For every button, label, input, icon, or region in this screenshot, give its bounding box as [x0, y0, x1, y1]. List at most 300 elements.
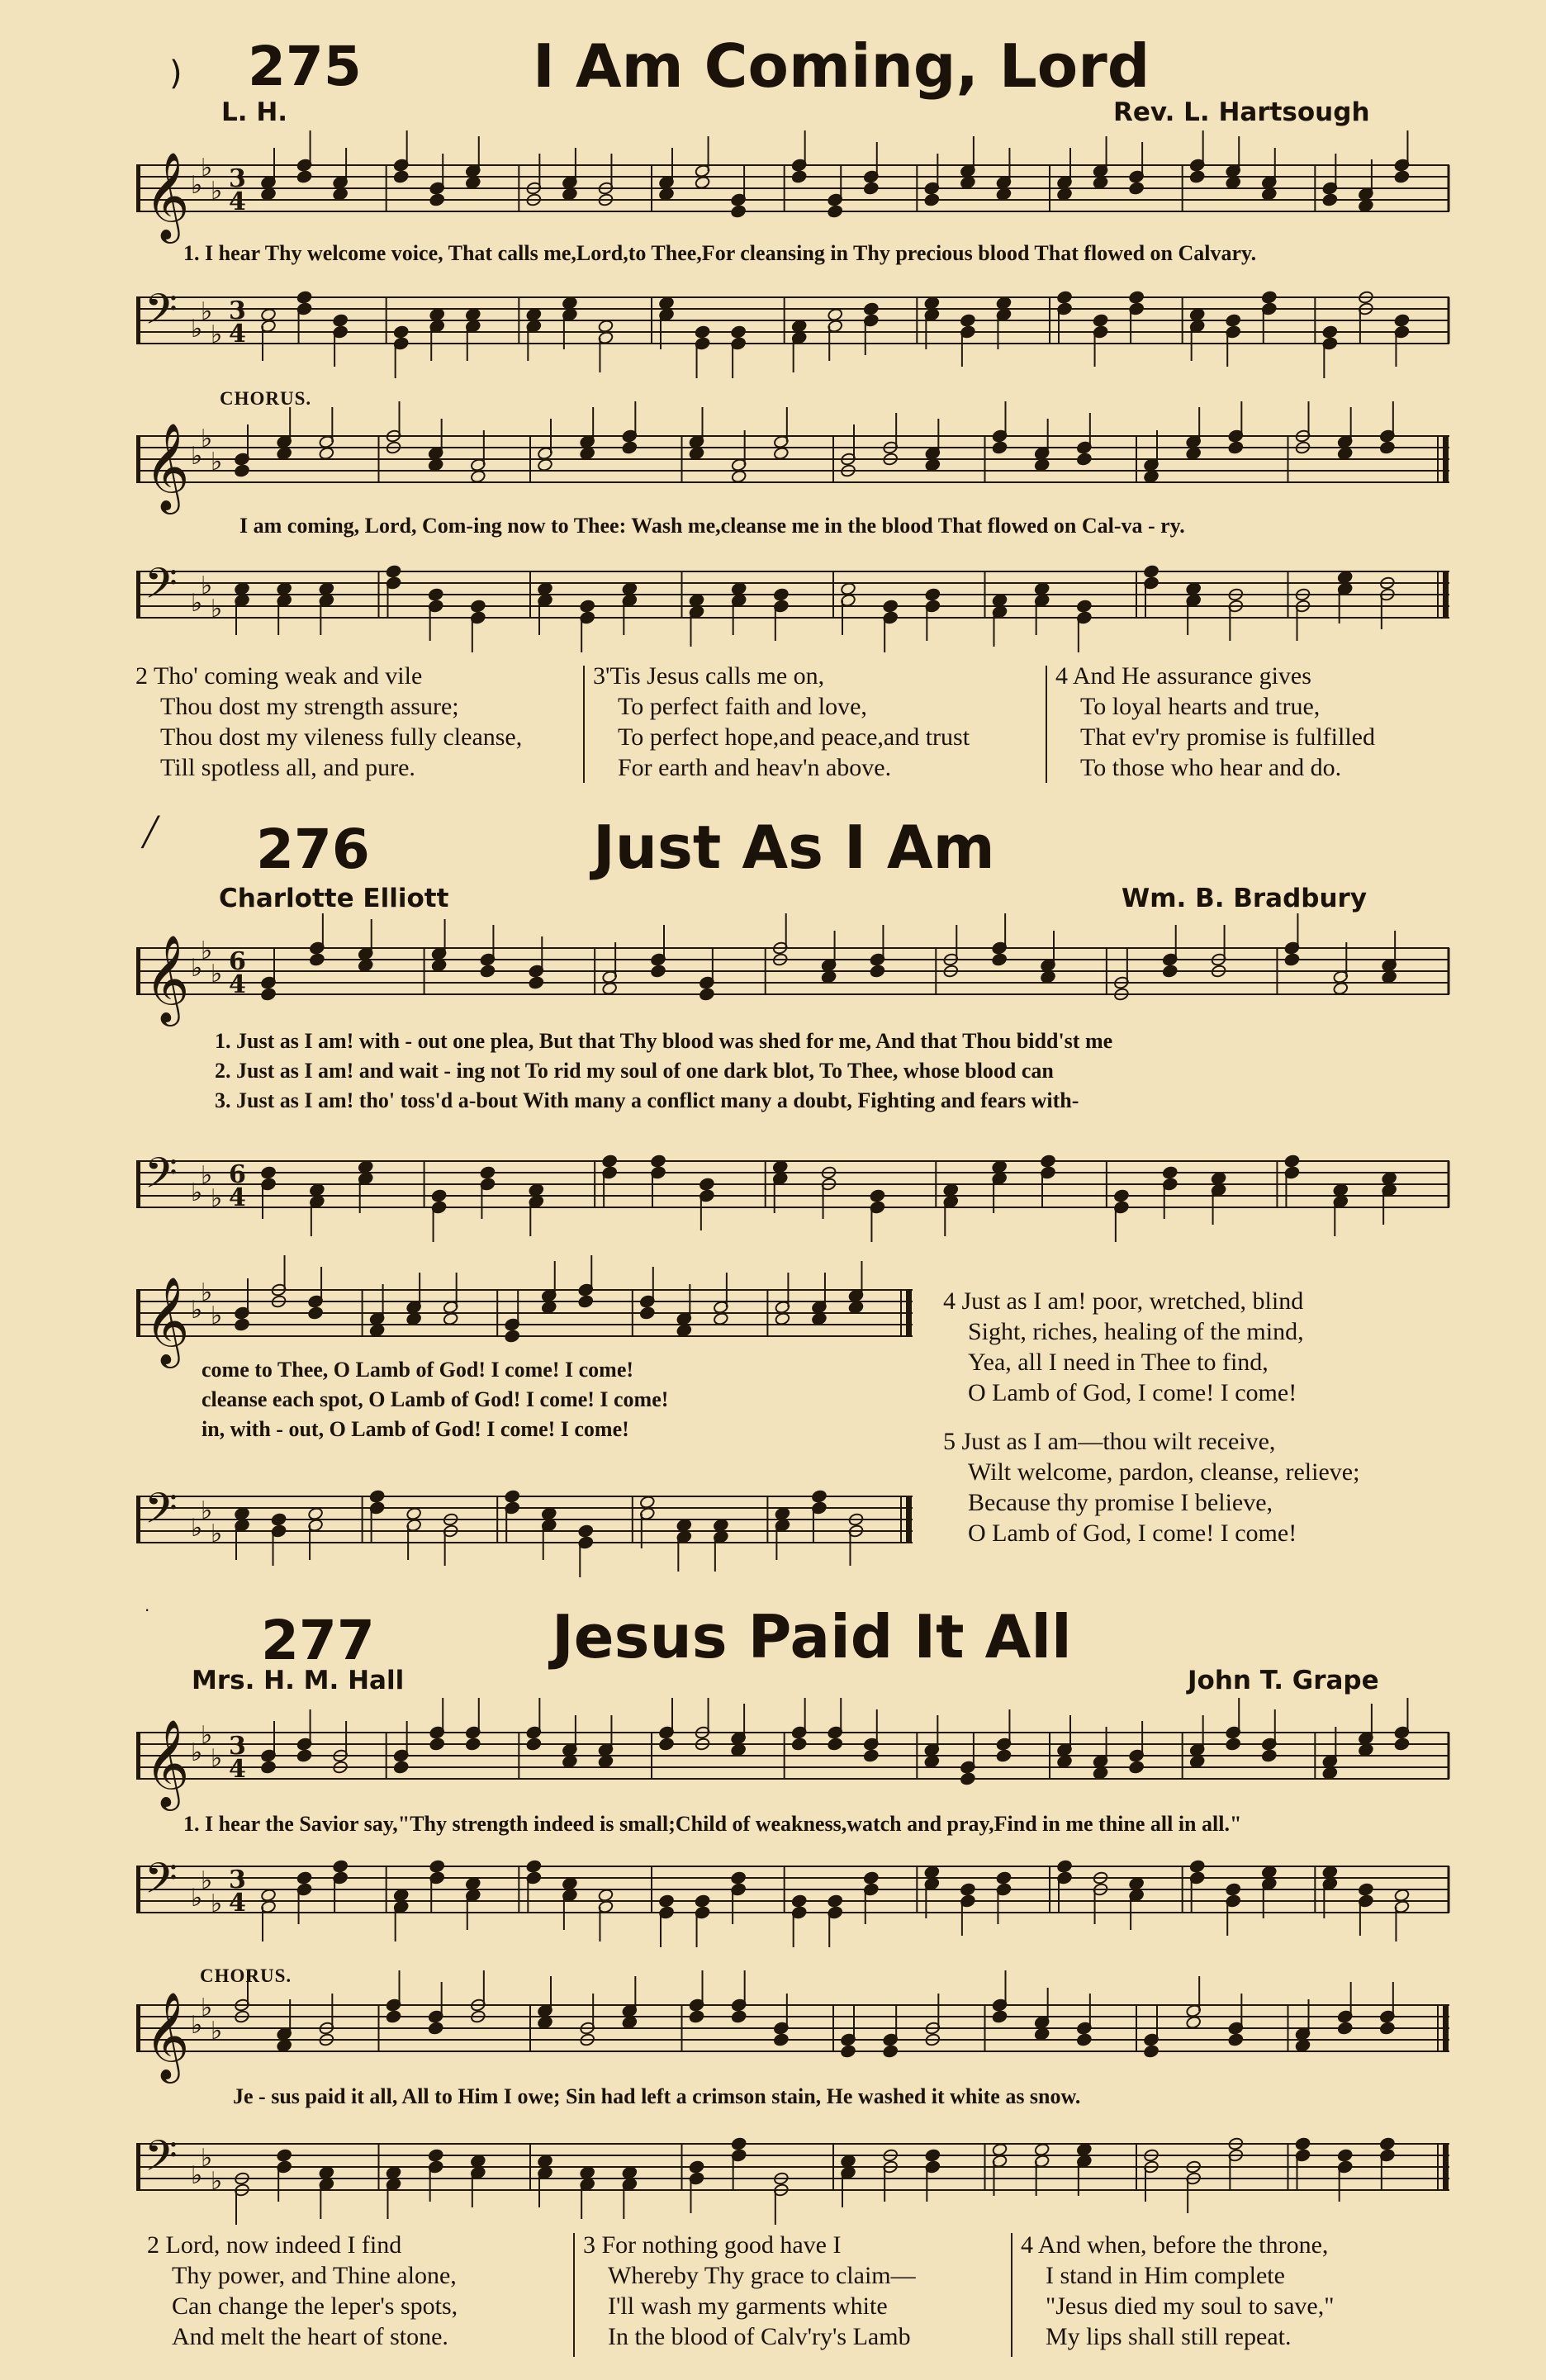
note-head	[1322, 1866, 1338, 1880]
note-head	[1226, 314, 1241, 328]
note-head	[1358, 199, 1373, 213]
note-head	[465, 308, 481, 322]
time-signature: 3	[229, 164, 246, 193]
flat-sign: ♭	[191, 1738, 203, 1767]
note-head	[863, 302, 879, 316]
hymn-number: 277	[261, 1609, 375, 1672]
stanza-2: 2 Tho' coming weak and vile Thou dost my strength assure; Thou dost my vileness fully cleanse, Till spotless all, and pure.	[135, 662, 523, 781]
note-head	[1284, 953, 1300, 967]
note-head	[369, 1490, 385, 1504]
bass-clef: 𝄢	[145, 1483, 178, 1543]
note-head	[1076, 2033, 1092, 2047]
system-bracket	[136, 297, 140, 344]
note-head	[260, 187, 276, 201]
flat-sign: ♭	[201, 297, 213, 326]
note-head	[992, 2143, 1008, 2157]
note-head	[580, 2166, 595, 2180]
note-head	[580, 600, 595, 614]
note-head	[828, 1738, 843, 1752]
note-head	[1040, 970, 1055, 984]
note-head	[429, 1860, 445, 1874]
note-head	[333, 1860, 349, 1874]
flat-sign: ♭	[201, 1721, 213, 1750]
note-head	[1295, 2039, 1311, 2053]
stanza-4: 4 Just as I am! poor, wretched, blind Sight, riches, healing of the mind, Yea, all I need in Thee to find, O Lamb of God, I come! I come!	[943, 1287, 1304, 1406]
note-head	[1382, 1172, 1397, 1186]
note-head	[537, 582, 552, 596]
note-head	[393, 170, 409, 184]
time-signature: 4	[229, 970, 246, 999]
note-head	[992, 441, 1008, 455]
note-head	[689, 2010, 704, 2024]
flat-sign: ♭	[201, 1866, 213, 1895]
note-head	[848, 1301, 864, 1315]
final-bar	[1443, 436, 1449, 482]
time-signature: 4	[229, 187, 246, 216]
hymn-title: I Am Coming, Lord	[533, 31, 1150, 101]
note-head	[296, 170, 312, 184]
hymn-author: Charlotte Elliott	[219, 884, 449, 913]
flat-sign: ♭	[211, 1301, 223, 1330]
note-head	[1040, 1154, 1055, 1169]
flat-sign: ♭	[211, 1889, 223, 1918]
note-head	[1143, 2045, 1159, 2059]
flat-sign: ♭	[211, 1744, 223, 1773]
note-head	[598, 320, 614, 334]
note-head	[1379, 2022, 1395, 2036]
note-head	[580, 447, 595, 461]
hymn-title: Jesus Paid It All	[552, 1602, 1072, 1671]
note-head	[1189, 308, 1205, 322]
note-head	[925, 2149, 941, 2163]
note-head	[1186, 2016, 1202, 2030]
note-head	[1093, 314, 1108, 328]
note-head	[863, 1871, 879, 1885]
note-head	[277, 582, 292, 596]
final-bar	[906, 1290, 912, 1336]
note-head	[307, 1306, 323, 1320]
note-head	[470, 470, 486, 484]
system-bracket	[136, 2005, 140, 2051]
final-bar	[1443, 2005, 1449, 2051]
note-head	[431, 1189, 447, 1203]
note-head	[406, 1312, 422, 1326]
flat-sign: ♭	[211, 320, 223, 349]
note-head	[1322, 325, 1338, 339]
note-head	[578, 1295, 594, 1309]
note-head	[465, 1738, 481, 1752]
time-signature: 6	[229, 947, 246, 976]
note-head	[1076, 2143, 1092, 2157]
flat-sign: ♭	[191, 442, 203, 471]
note-head	[1284, 1154, 1300, 1169]
flat-sign: ♭	[201, 571, 213, 600]
note-head	[386, 565, 401, 579]
note-head	[480, 965, 496, 979]
note-head	[821, 970, 837, 984]
note-head	[333, 187, 349, 201]
note-head	[731, 2137, 747, 2151]
margin-mark: )	[169, 55, 183, 92]
note-head	[296, 291, 312, 305]
note-head	[260, 1889, 276, 1903]
treble-clef: 𝄞	[145, 934, 190, 1022]
note-head	[996, 296, 1012, 311]
note-head	[1129, 1877, 1145, 1891]
note-head	[1337, 2022, 1353, 2036]
note-head	[1322, 1766, 1338, 1780]
system-bracket	[136, 1496, 140, 1543]
note-head	[960, 1883, 975, 1897]
note-head	[480, 1166, 496, 1180]
note-head	[992, 2010, 1008, 2024]
note-head	[924, 193, 940, 207]
note-head	[870, 1189, 885, 1203]
note-head	[369, 1324, 385, 1338]
note-head	[773, 2033, 789, 2047]
note-head	[960, 176, 975, 190]
note-head	[1261, 187, 1277, 201]
note-head	[333, 314, 349, 328]
note-head	[622, 2166, 638, 2180]
note-head	[996, 1749, 1012, 1763]
note-head	[1186, 582, 1202, 596]
note-head	[429, 1738, 445, 1752]
treble-staff	[136, 1708, 1449, 1807]
note-head	[791, 1894, 807, 1908]
note-head	[526, 1738, 542, 1752]
note-head	[1093, 176, 1108, 190]
margin-mark: ·	[145, 1600, 150, 1620]
note-head	[428, 2149, 443, 2163]
note-head	[598, 1889, 614, 1903]
note-head	[639, 1306, 655, 1320]
note-head	[1129, 291, 1145, 305]
note-head	[713, 1519, 728, 1533]
bass-staff	[136, 1472, 913, 1562]
flat-sign: ♭	[211, 960, 223, 989]
note-head	[1129, 1761, 1145, 1775]
stanza-4: 4 And He assurance gives To loyal hearts and true, That ev'ry promise is fulfilled To those who hear and do.	[1055, 662, 1375, 781]
note-head	[541, 1507, 557, 1521]
note-head	[731, 1743, 747, 1757]
note-head	[695, 325, 710, 339]
note-head	[578, 1524, 594, 1538]
treble-clef: 𝄞	[145, 1276, 190, 1364]
treble-clef: 𝄞	[145, 1991, 190, 2079]
note-head	[406, 1507, 422, 1521]
flat-sign: ♭	[211, 595, 223, 623]
note-head	[1228, 441, 1244, 455]
note-head	[863, 182, 879, 196]
note-head	[562, 296, 577, 311]
note-head	[731, 1871, 747, 1885]
stanza-4: 4 And when, before the throne, I stand in Him complete "Jesus died my soul to save," My lips shall still repeat.	[1021, 2231, 1335, 2350]
note-head	[277, 2039, 292, 2053]
bass-clef: 𝄢	[145, 1148, 178, 1208]
final-bar	[906, 1496, 912, 1543]
note-head	[1358, 1743, 1373, 1757]
note-head	[309, 1183, 325, 1197]
flat-sign: ♭	[191, 1296, 203, 1325]
note-head	[689, 447, 704, 461]
note-head	[1261, 1866, 1277, 1880]
note-head	[260, 308, 276, 322]
note-head	[1189, 1860, 1205, 1874]
note-head	[1211, 1172, 1226, 1186]
system-bracket	[136, 1290, 140, 1336]
flat-sign: ♭	[191, 954, 203, 983]
note-head	[689, 594, 704, 608]
note-head	[393, 1761, 409, 1775]
note-head	[1261, 291, 1277, 305]
flat-sign: ♭	[191, 1514, 203, 1543]
note-head	[1186, 447, 1202, 461]
note-head	[992, 594, 1008, 608]
note-head	[1113, 1189, 1129, 1203]
note-head	[1143, 470, 1159, 484]
system-bracket	[136, 165, 140, 211]
note-head	[622, 2016, 638, 2030]
chorus-lyric-line: Je - sus paid it all, All to Him I owe; Sin had left a crimson stain, He washed it white as snow.	[233, 2084, 1081, 2108]
note-head	[428, 2022, 443, 2036]
note-head	[234, 1507, 249, 1521]
note-head	[658, 296, 674, 311]
note-head	[658, 187, 674, 201]
flat-sign: ♭	[201, 1278, 213, 1307]
note-head	[307, 1507, 323, 1521]
time-signature: 6	[229, 1160, 246, 1189]
stanza-3: 3'Tis Jesus calls me on, To perfect faith and love, To perfect hope,and peace,and trust For earth and heav'n above.	[593, 662, 970, 781]
note-head	[658, 1738, 674, 1752]
verse-lyric-line: 3. Just as I am! tho' toss'd a-bout With many a conflict many a doubt, Fighting and fears with-	[215, 1088, 1079, 1112]
time-signature: 3	[229, 296, 246, 325]
bass-staff	[136, 547, 1449, 638]
hymn-author: L. H.	[221, 97, 288, 127]
note-head	[1143, 565, 1159, 579]
note-head	[883, 600, 899, 614]
note-head	[713, 1312, 728, 1326]
note-head	[429, 308, 445, 322]
flat-sign: ♭	[191, 171, 203, 200]
note-head	[260, 1761, 276, 1775]
note-head	[562, 1755, 577, 1769]
note-head	[386, 2166, 401, 2180]
system-bracket	[136, 1161, 140, 1207]
stanza-2: 2 Lord, now indeed I find Thy power, and Thine alone, Can change the leper's spots, And melt the heart of stone.	[147, 2231, 458, 2350]
note-head	[992, 1160, 1008, 1174]
stanza-divider	[1011, 2233, 1012, 2357]
verse-lyric-line: 1. Just as I am! with - out one plea, But that Thy blood was shed for me, And that Thou bidd'st me	[215, 1029, 1113, 1053]
note-head	[772, 1160, 788, 1174]
note-head	[1093, 1766, 1108, 1780]
note-head	[828, 1894, 843, 1908]
refrain-lyric-line: in, with - out, O Lamb of God! I come! I come!	[202, 1417, 629, 1441]
note-head	[622, 582, 638, 596]
note-head	[529, 1183, 544, 1197]
note-head	[775, 1312, 790, 1326]
note-head	[260, 1166, 276, 1180]
treble-clef: 𝄞	[145, 1719, 190, 1807]
note-head	[1394, 314, 1410, 328]
bass-staff	[136, 2119, 1449, 2210]
note-head	[1129, 182, 1145, 196]
note-head	[791, 320, 807, 334]
note-head	[996, 1871, 1012, 1885]
note-head	[689, 2160, 704, 2174]
bass-clef: 𝄢	[145, 2131, 178, 2191]
note-head	[1226, 1883, 1241, 1897]
note-head	[319, 2166, 334, 2180]
hymn-composer: Rev. L. Hartsough	[1113, 97, 1370, 127]
stanza-3: 3 For nothing good have I Whereby Thy grace to claim— I'll wash my garments white In the blood of Calv'ry's Lamb	[583, 2231, 916, 2350]
note-head	[811, 1312, 827, 1326]
time-signature: 3	[229, 1866, 246, 1894]
flat-sign: ♭	[211, 448, 223, 476]
time-signature: 3	[229, 1732, 246, 1761]
note-head	[465, 176, 481, 190]
note-head	[658, 1894, 674, 1908]
note-head	[883, 2045, 899, 2059]
note-head	[1076, 453, 1092, 467]
note-head	[386, 2010, 401, 2024]
treble-clef: 𝄞	[145, 151, 190, 239]
note-head	[1162, 965, 1178, 979]
note-head	[1382, 970, 1397, 984]
flat-sign: ♭	[191, 1178, 203, 1207]
note-head	[1076, 600, 1092, 614]
stanza-divider	[1046, 666, 1047, 783]
note-head	[1394, 1889, 1410, 1903]
chorus-label: CHORUS.	[220, 388, 312, 409]
note-head	[393, 1889, 409, 1903]
stanza-divider	[583, 666, 585, 783]
note-head	[775, 1507, 790, 1521]
note-head	[602, 1154, 618, 1169]
note-head	[260, 988, 276, 1002]
note-head	[602, 982, 618, 996]
system-bracket	[136, 2144, 140, 2190]
note-head	[960, 1772, 975, 1786]
note-head	[431, 959, 447, 973]
flat-sign: ♭	[211, 1520, 223, 1548]
note-head	[1226, 1738, 1241, 1752]
note-head	[773, 588, 789, 602]
note-head	[234, 1318, 249, 1332]
flat-sign: ♭	[191, 1884, 203, 1913]
hymn-composer: Wm. B. Bradbury	[1122, 884, 1368, 913]
note-head	[1358, 1883, 1373, 1897]
bass-clef: 𝄢	[145, 558, 178, 619]
note-head	[1379, 2137, 1395, 2151]
note-head	[1333, 982, 1349, 996]
note-head	[699, 988, 714, 1002]
note-head	[943, 1183, 959, 1197]
note-head	[731, 2010, 747, 2024]
flat-sign: ♭	[211, 177, 223, 206]
note-head	[925, 588, 941, 602]
note-head	[731, 325, 747, 339]
note-head	[271, 1513, 287, 1527]
flat-sign: ♭	[201, 2144, 213, 2173]
note-head	[358, 1160, 373, 1174]
bass-staff	[136, 1136, 1449, 1227]
chorus-label: CHORUS.	[200, 1965, 292, 1986]
note-head	[234, 582, 249, 596]
flat-sign: ♭	[201, 424, 213, 453]
hymn-composer: John T. Grape	[1188, 1666, 1379, 1695]
flat-sign: ♭	[191, 2011, 203, 2040]
note-head	[296, 1749, 312, 1763]
flat-sign: ♭	[191, 2161, 203, 2190]
note-head	[358, 959, 373, 973]
bass-staff	[136, 1842, 1449, 1932]
verse-lyric-line: 1. I hear the Savior say,"Thy strength indeed is small;Child of weakness,watch and pray,Find in me thine all in all."	[183, 1812, 1242, 1836]
flat-sign: ♭	[201, 1496, 213, 1525]
note-head	[731, 470, 747, 484]
flat-sign: ♭	[201, 154, 213, 183]
time-signature: 4	[229, 1755, 246, 1784]
note-head	[731, 582, 747, 596]
note-head	[296, 1871, 312, 1885]
note-head	[924, 296, 940, 311]
treble-staff	[136, 1980, 1449, 2079]
time-signature: 4	[229, 320, 246, 348]
note-head	[1394, 170, 1410, 184]
note-head	[428, 458, 443, 472]
note-head	[505, 1490, 520, 1504]
bass-clef: 𝄢	[145, 1853, 178, 1913]
note-head	[731, 205, 747, 219]
note-head	[924, 1866, 940, 1880]
note-head	[1394, 1738, 1410, 1752]
note-head	[319, 582, 334, 596]
note-head	[598, 1755, 614, 1769]
hymn-author: Mrs. H. M. Hall	[192, 1666, 405, 1695]
system-bracket	[136, 1733, 140, 1779]
note-head	[562, 1877, 577, 1891]
note-head	[828, 308, 843, 322]
note-head	[309, 953, 325, 967]
note-head	[537, 458, 552, 472]
note-head	[1189, 1755, 1205, 1769]
flat-sign: ♭	[191, 315, 203, 344]
note-head	[1034, 458, 1050, 472]
note-head	[925, 458, 941, 472]
note-head	[562, 187, 577, 201]
note-head	[996, 187, 1012, 201]
treble-staff	[136, 923, 1449, 1022]
note-head	[537, 2016, 552, 2030]
note-head	[529, 976, 544, 990]
note-head	[699, 1178, 714, 1192]
note-head	[1261, 1749, 1277, 1763]
time-signature: 4	[229, 1889, 246, 1918]
note-head	[1162, 1166, 1178, 1180]
stanza-divider	[573, 2233, 575, 2357]
note-head	[924, 1755, 940, 1769]
note-head	[541, 1301, 557, 1315]
note-head	[1379, 441, 1395, 455]
note-head	[526, 308, 542, 322]
note-head	[1228, 2033, 1244, 2047]
note-head	[960, 314, 975, 328]
treble-staff	[136, 1265, 913, 1364]
note-head	[393, 325, 409, 339]
note-head	[622, 441, 638, 455]
note-head	[277, 447, 292, 461]
verse-lyric-line: 1. I hear Thy welcome voice, That calls me,Lord,to Thee,For cleansing in Thy precious blood That flowed on Calvary.	[183, 241, 1257, 265]
